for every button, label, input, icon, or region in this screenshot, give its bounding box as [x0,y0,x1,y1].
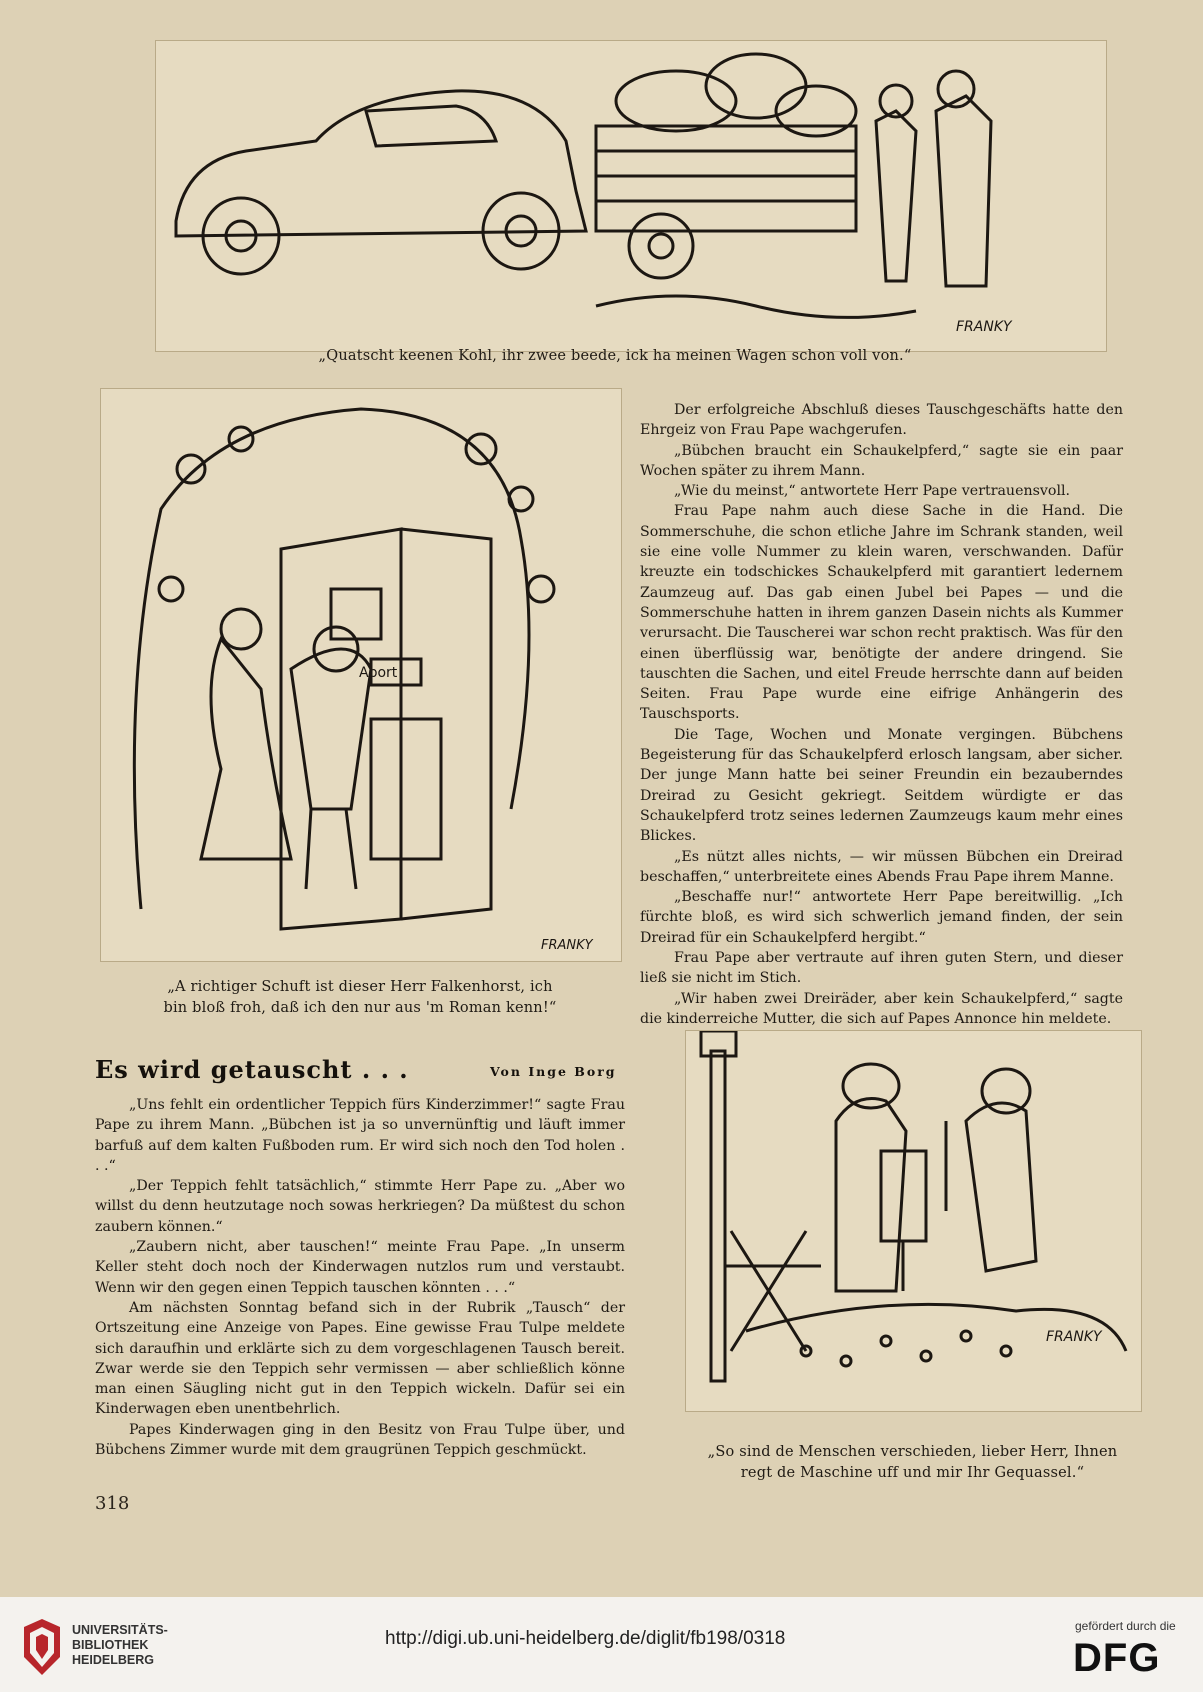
caption-bottom-line2: regt de Maschine uff und mir Ihr Gequassel.“ [740,1465,1085,1481]
permalink-url[interactable]: http://digi.ub.uni-heidelberg.de/diglit/fb198/0318 [385,1628,786,1649]
paragraph: „Beschaffe nur!“ antwortete Herr Pape bereitwillig. „Ich fürchte bloß, es wird sich schwerlich jemand finden, der sein Dreirad für ein Schaukelpferd hergibt.“ [640,889,1123,946]
paragraph: „Wir haben zwei Dreiräder, aber kein Schaukelpferd,“ sagte die kinderreiche Mutter, die sich auf Papes Annonce hin meldete. [640,990,1123,1027]
artist-signature: FRANKY [541,938,593,953]
car-drawing [156,41,1106,351]
caption-bottom-line1: „So sind de Menschen verschieden, lieber Herr, Ihnen [707,1444,1118,1460]
paragraph: „Wie du meinst,“ antwortete Herr Pape vertrauensvoll. [674,483,1071,500]
roadworkers-drawing [686,1031,1141,1411]
article-byline: Von Inge Borg [490,1064,617,1079]
library-line2: BIBLIOTHEK [72,1638,149,1652]
left-text-column [95,1095,625,1460]
caption-bottom [695,1442,1130,1484]
caption-middle [120,977,600,1019]
article-title: Es wird getauscht . . . [95,1055,409,1084]
cabin-sign: Abort [359,665,398,681]
paragraph: „Zaubern nicht, aber tauschen!“ meinte Frau Pape. „In unserm Keller steht doch noch der Kinderwagen nutzlos rum und verstaubt. Wenn wir den gegen einen Teppich tauschen könnten . . .“ [95,1239,625,1296]
artist-signature: FRANKY [956,319,1012,335]
library-line3: HEIDELBERG [72,1653,154,1667]
paragraph: „Bübchen braucht ein Schaukelpferd,“ sagte sie ein paar Wochen später zu ihrem Mann. [640,442,1123,479]
funding-text: gefördert durch die [1075,1619,1176,1633]
paragraph: „Uns fehlt ein ordentlicher Teppich fürs Kinderzimmer!“ sagte Frau Pape zu ihrem Mann. „Bübchen ist ja so unvernünftig und läuft immer barfuß auf dem kalten Fußboden rum. Er wird sich noch den Tod holen . . .“ [95,1097,625,1174]
illustration-road-workers [685,1030,1142,1412]
paragraph: Am nächsten Sonntag befand sich in der Rubrik „Tausch“ der Ortszeitung eine Anzeige von Papes. Eine gewisse Frau Tulpe meldete sich daraufhin und erklärte sich zu dem vorgeschlagenen Tausch bereit. Zwar werde sie den Teppich sehr vermissen — aber schließlich könne man einen Säugling nicht gut in den Teppich wickeln. Dafür sei ein Kinderwagen eben unentbehrlich. [95,1299,625,1418]
paragraph: Frau Pape aber vertraute auf ihren guten Stern, und dieser ließ sie nicht im Stich. [640,950,1123,987]
artist-signature: FRANKY [1046,1329,1102,1345]
illustration-outhouse [100,388,622,962]
funder-logo[interactable]: DFG [1073,1636,1161,1680]
caption-middle-line1: „A richtiger Schuft ist dieser Herr Falkenhorst, ich [167,979,553,995]
paragraph: „Es nützt alles nichts, — wir müssen Bübchen ein Dreirad beschaffen,“ unterbreitete eines Abends Frau Pape ihrem Manne. [640,848,1123,885]
library-line1: UNIVERSITÄTS- [72,1623,168,1637]
outhouse-drawing [101,389,621,961]
paragraph: Die Tage, Wochen und Monate vergingen. Bübchens Begeisterung für das Schaukelpferd erlosch langsam, aber sicher. Der junge Mann hatte bei seiner Freundin ein bezauberndes Dreirad zu Gesicht gekriegt. Seitdem würdigte er das Schaukelpferd trotz seines ledernen Zaumzeugs kaum mehr eines Blickes. [640,726,1123,845]
caption-middle-line2: bin bloß froh, daß ich den nur aus 'm Roman kenn!“ [163,1000,557,1016]
caption-top: „Quatscht keenen Kohl, ihr zwee beede, ick ha meinen Wagen schon voll von.“ [318,348,912,364]
illustration-car-trailer [155,40,1107,352]
library-logo[interactable] [20,1617,180,1677]
paragraph: Frau Pape nahm auch diese Sache in die Hand. Die Sommerschuhe, die schon etliche Jahre im Schrank standen, weil sie eine volle Nummer zu klein waren, verschwanden. Dafür kreuzte ein todschickes Schaukelpferd mit garantiert ledernem Zaumzeug auf. Das gab einen Jubel bei Papes — und die Sommerschuhe hatten in ihrem ganzen Dasein nichts als Kummer verursacht. Die Tauscherei war schon recht praktisch. Was für den einen überflüssig war, benötigte der andere dringend. Sie tauschten die Sachen, und eitel Freude herrschte dann auf beiden Seiten. Frau Pape wurde eine eifrige Anhängerin des Tauschsports. [640,503,1123,723]
library-emblem-icon [20,1617,64,1677]
page-number: 318 [95,1493,130,1514]
paragraph: „Der Teppich fehlt tatsächlich,“ stimmte Herr Pape zu. „Aber wo willst du denn heutzutage noch sowas herkriegen? Da müßtest du schon zaubern können.“ [95,1178,625,1235]
right-text-column [640,400,1123,1029]
library-name [72,1623,168,1668]
paragraph: Der erfolgreiche Abschluß dieses Tauschgeschäfts hatte den Ehrgeiz von Frau Pape wachgerufen. [640,402,1123,439]
paragraph: Papes Kinderwagen ging in den Besitz von Frau Tulpe über, und Bübchens Zimmer wurde mit dem graugrünen Teppich geschmückt. [95,1421,625,1459]
